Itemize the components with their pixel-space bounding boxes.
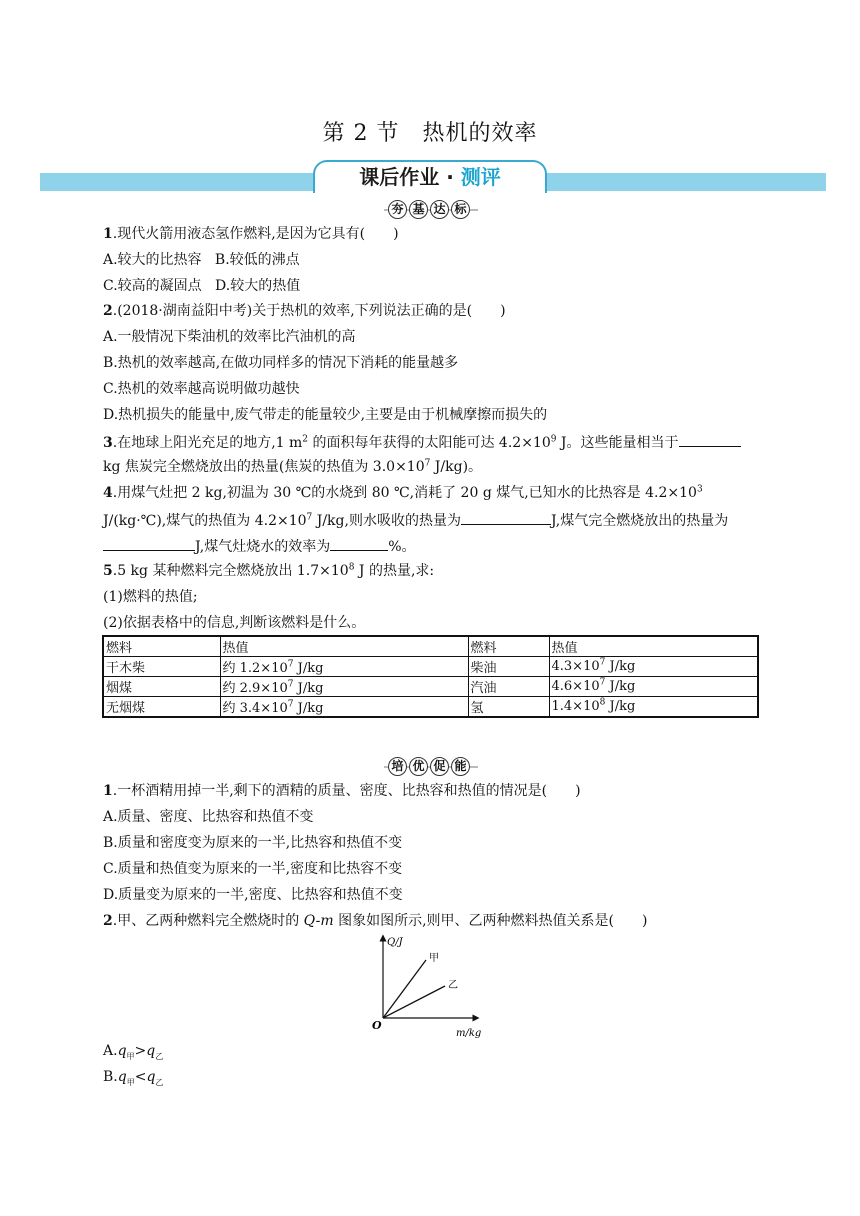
- table-cell: [549, 677, 758, 697]
- question-stem: .(2018·湖南益阳中考)关于热机的效率,下列说法正确的是( ): [112, 303, 506, 319]
- option-b: B.质量和密度变为原来的一半,比热容和热值不变: [103, 835, 403, 851]
- cell-unit: J/kg: [605, 679, 636, 694]
- option-a: [103, 1042, 163, 1060]
- table-cell: [220, 677, 468, 697]
- line-jia-label: 甲: [429, 953, 439, 964]
- table-row: [103, 657, 758, 677]
- exponent: 8: [599, 697, 606, 708]
- q-symbol: q: [146, 1043, 156, 1059]
- badge-char: 能: [451, 757, 470, 776]
- option-a: A.一般情况下柴油机的效率比汽油机的高: [103, 329, 356, 345]
- question-1: [103, 225, 399, 243]
- badge-char: 培: [388, 757, 407, 776]
- table-cell: 柴油: [468, 657, 549, 677]
- q4-text: J,煤气完全燃烧放出的热量为: [550, 513, 729, 529]
- option-letter: A.: [103, 1043, 118, 1059]
- answer-blank[interactable]: [330, 536, 388, 551]
- question-5-sub2: (2)依据表格中的信息,判断该燃料是什么。: [103, 615, 366, 631]
- question-number: 3: [103, 435, 113, 451]
- cell-text: 4.6×10: [551, 679, 600, 694]
- badge-char: 促: [430, 757, 449, 776]
- banner-left-text: 课后作业: [359, 165, 440, 189]
- question-2: [103, 302, 506, 320]
- table-cell: 汽油: [468, 677, 549, 697]
- exponent: 7: [424, 458, 431, 469]
- table-header: 燃料: [103, 636, 220, 657]
- option-d: D.热机损失的能量中,废气带走的能量较少,主要是由于机械摩擦而损失的: [103, 407, 548, 423]
- cell-text: 约 1.2×10: [222, 661, 288, 676]
- question-number: 2: [103, 913, 113, 929]
- cell-unit: J/kg: [605, 699, 636, 714]
- question-5-sub1: (1)燃料的热值;: [103, 589, 198, 605]
- q-symbol: q: [146, 1069, 156, 1085]
- subscript: 乙: [155, 1051, 164, 1061]
- q4-text: .用煤气灶把 2 kg,初温为 30 ℃的水烧到 80 ℃,消耗了 20 g 煤气,已知水的比热容是 4.2×10: [112, 485, 697, 501]
- option-d: D.较大的热值: [215, 278, 301, 294]
- table-cell: [220, 697, 468, 718]
- line-yi: [383, 986, 445, 1018]
- cell-text: 4.3×10: [551, 659, 600, 674]
- q4-text: J/kg,则水吸收的热量为: [312, 513, 461, 529]
- table-header-row: [103, 636, 758, 657]
- table-cell: 无烟煤: [103, 697, 220, 718]
- question-4-line3: [103, 536, 416, 556]
- line-jia: [383, 960, 426, 1018]
- cell-text: 1.4×10: [551, 699, 600, 714]
- homework-banner: [313, 160, 547, 193]
- question-number: 2: [103, 303, 113, 319]
- option-a: A.质量、密度、比热容和热值不变: [103, 809, 314, 825]
- section-badge-basic: [388, 199, 474, 219]
- question-stem: .甲、乙两种燃料完全燃烧时的: [112, 913, 304, 929]
- question-5: [103, 562, 434, 580]
- origin-label: O: [372, 1019, 382, 1032]
- question-stem: 图象如图所示,则甲、乙两种燃料热值关系是( ): [333, 913, 648, 929]
- q-m-graph: [366, 932, 490, 1040]
- badge-char: 达: [430, 200, 449, 219]
- badge-char: 优: [409, 757, 428, 776]
- exponent: 8: [348, 562, 355, 573]
- advanced-question-1: [103, 782, 581, 800]
- cell-unit: J/kg: [293, 661, 324, 676]
- option-c: C.热机的效率越高说明做功越快: [103, 381, 300, 397]
- table-cell: [549, 697, 758, 718]
- q4-text: %。: [388, 539, 416, 555]
- q-symbol: q: [117, 1043, 127, 1059]
- exponent: 7: [599, 677, 606, 688]
- q-symbol: q: [117, 1069, 127, 1085]
- question-number: 4: [103, 485, 113, 501]
- table-cell: [549, 657, 758, 677]
- question-stem: .现代火箭用液态氢作燃料,是因为它具有( ): [112, 226, 399, 242]
- q5-text: .5 kg 某种燃料完全燃烧放出 1.7×10: [112, 563, 349, 579]
- option-a: A.较大的比热容: [103, 252, 202, 268]
- question-3-line2: [103, 458, 482, 476]
- question-number: 1: [103, 783, 113, 799]
- q3-text: 的面积每年获得的太阳能可达 4.2×10: [308, 435, 551, 451]
- advanced-question-2: [103, 912, 647, 930]
- x-axis-label: m/kg: [456, 1028, 482, 1039]
- option-b: [103, 1068, 163, 1086]
- y-axis-label: Q/J: [387, 937, 403, 948]
- q1-options-row1: [103, 251, 300, 269]
- cell-unit: J/kg: [293, 701, 324, 716]
- badge-char: 标: [451, 200, 470, 219]
- badge-char: 夯: [388, 200, 407, 219]
- exponent: 2: [302, 434, 309, 445]
- comparison: <: [134, 1069, 147, 1085]
- answer-blank[interactable]: [103, 536, 195, 551]
- cell-unit: J/kg: [293, 681, 324, 696]
- option-d: D.质量变为原来的一半,密度、比热容和热值不变: [103, 887, 403, 903]
- question-4-line2: [103, 510, 728, 530]
- table-header: 热值: [220, 636, 468, 657]
- option-b: B.热机的效率越高,在做功同样多的情况下消耗的能量越多: [103, 355, 459, 371]
- banner-right-text: 测评: [460, 165, 501, 189]
- cell-unit: J/kg: [605, 659, 636, 674]
- option-b: B.较低的沸点: [214, 252, 300, 268]
- table-cell: 干木柴: [103, 657, 220, 677]
- fuel-heat-value-table: [102, 635, 759, 718]
- q3-text: .在地球上阳光充足的地方,1 m: [112, 435, 303, 451]
- q4-text: J,煤气灶烧水的效率为: [195, 539, 331, 555]
- question-number: 5: [103, 563, 113, 579]
- badge-char: 基: [409, 200, 428, 219]
- page-title: 第 2 节 热机的效率: [322, 121, 538, 146]
- cell-text: 约 2.9×10: [222, 681, 288, 696]
- table-row: [103, 697, 758, 718]
- question-3: [103, 432, 741, 452]
- option-c: C.较高的凝固点: [103, 278, 202, 294]
- q3-text: J。这些能量相当于: [556, 435, 679, 451]
- banner-dot: ·: [446, 165, 454, 189]
- answer-blank[interactable]: [679, 432, 741, 447]
- exponent: 7: [306, 512, 313, 523]
- exponent: 7: [287, 659, 294, 670]
- table-header: 燃料: [468, 636, 549, 657]
- option-letter: B.: [103, 1069, 118, 1085]
- q1-options-row2: [103, 277, 300, 295]
- table-row: [103, 677, 758, 697]
- table-cell: 氢: [468, 697, 549, 718]
- q5-text: J 的热量,求:: [354, 563, 435, 579]
- comparison: >: [134, 1043, 147, 1059]
- question-stem: .一杯酒精用掉一半,剩下的酒精的质量、密度、比热容和热值的情况是( ): [112, 783, 581, 799]
- exponent: 9: [550, 434, 557, 445]
- answer-blank[interactable]: [461, 510, 551, 525]
- subscript: 甲: [126, 1051, 135, 1061]
- subscript: 乙: [155, 1077, 164, 1087]
- question-number: 1: [103, 226, 113, 242]
- table-cell: 烟煤: [103, 677, 220, 697]
- exponent: 7: [599, 657, 606, 668]
- question-4: [103, 484, 703, 502]
- q4-text: J/(kg·℃),煤气的热值为 4.2×10: [103, 513, 307, 529]
- exponent: 7: [287, 679, 294, 690]
- section-badge-advanced: [388, 756, 474, 776]
- q3-text: J/kg)。: [430, 459, 483, 475]
- line-yi-label: 乙: [448, 980, 458, 991]
- table-cell: [220, 657, 468, 677]
- q3-text: kg 焦炭完全燃烧放出的热量(焦炭的热值为 3.0×10: [103, 459, 425, 475]
- subscript: 甲: [126, 1077, 135, 1087]
- q-m-label: Q-m: [303, 913, 334, 929]
- exponent: 3: [696, 484, 703, 495]
- exponent: 7: [287, 699, 294, 710]
- table-header: 热值: [549, 636, 758, 657]
- option-c: C.质量和热值变为原来的一半,密度和比热容不变: [103, 861, 403, 877]
- cell-text: 约 3.4×10: [222, 701, 288, 716]
